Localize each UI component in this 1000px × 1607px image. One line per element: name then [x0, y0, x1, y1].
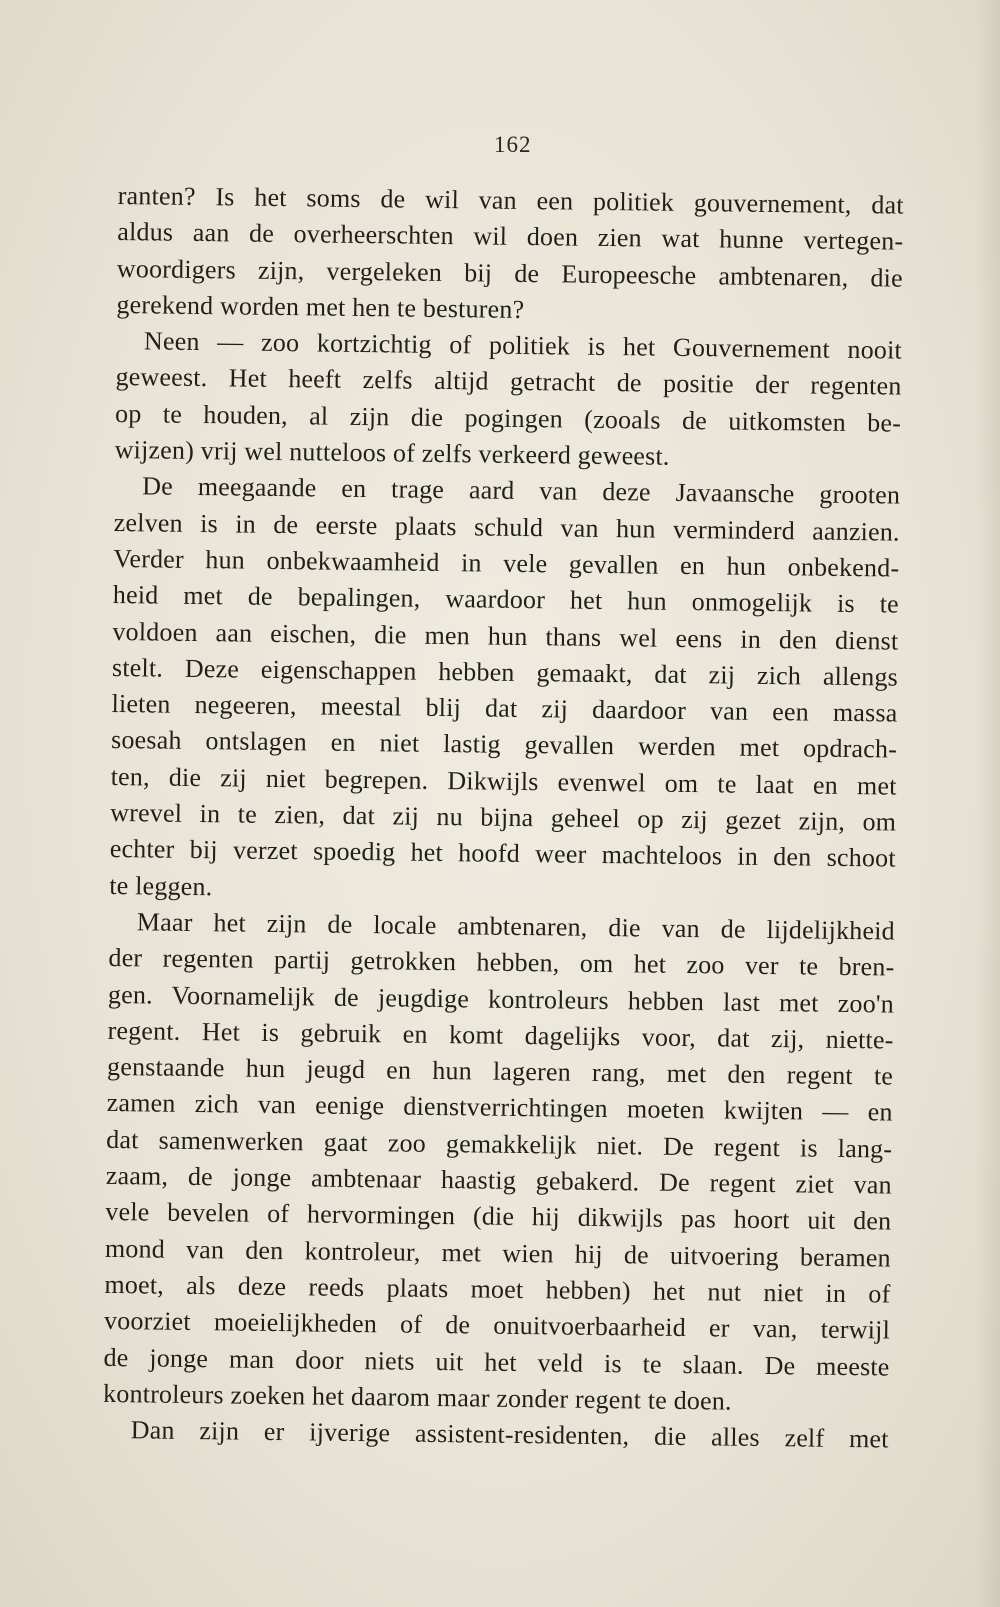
- text-line: Neen — zoo kortzichtig of politiek is het Gouvernement nooit: [143, 326, 903, 365]
- text-line: mond van den kontroleur, met wien hij de uitvoering beramen: [104, 1233, 892, 1273]
- text-line: De meegaande en trage aard van deze Javaansche grooten: [142, 471, 901, 510]
- text-line: dat samenwerken gaat zoo gemakkelijk niet. De regent is lang-: [106, 1124, 893, 1164]
- text-line: wrevel in te zien, dat zij nu bijna geheel op zij gezet zijn, om: [110, 798, 897, 837]
- text-line: woordigers zijn, vergeleken bij de Europeesche ambtenaren, die: [116, 253, 904, 293]
- body-text: [102, 178, 903, 1458]
- text-line: voldoen aan eischen, die men hun thans wel eens in den dienst: [112, 616, 899, 656]
- text-line: aldus aan de overheerschten wil doen zien wat hunne vertegen-: [117, 217, 904, 256]
- text-line: heid met de bepalingen, waardoor het hun onmogelijk is te: [112, 580, 900, 619]
- text-line: Dan zijn er ijverige assistent-residenten, die alles zelf met: [130, 1415, 889, 1454]
- page-edge-shadow: [976, 0, 1000, 1607]
- text-line: regent. Het is gebruik en komt dagelijks voor, dat zij, niette-: [107, 1015, 894, 1055]
- text-line: wijzen) vrij wel nutteloos of zelfs verkeerd geweest.: [114, 435, 670, 471]
- text-line: zaam, de jonge ambtenaar haastig gebakerd. De regent ziet van: [105, 1160, 892, 1200]
- text-line: Maar het zijn de locale ambtenaren, die van de lijdelijkheid: [136, 907, 896, 946]
- text-line: zamen zich van eenige dienstverrichtingen moeten kwijten — en: [106, 1088, 893, 1127]
- text-line: zelven is in de eerste plaats schuld van hun verminderd aanzien.: [113, 507, 900, 547]
- text-line: genstaande hun jeugd en hun lageren rang, met den regent te: [106, 1052, 894, 1091]
- text-line: soesah ontslagen en niet lastig gevallen werden met opdrach-: [110, 725, 898, 765]
- text-line: kontroleurs zoeken het daarom maar zonder regent te doen.: [102, 1378, 732, 1416]
- text-line: te leggen.: [109, 870, 213, 901]
- text-line: stelt. Deze eigenschappen hebben gemaakt, dat zij zich allengs: [111, 652, 899, 692]
- text-line: moet, als deze reeds plaats moet hebben) het nut niet in of: [104, 1269, 891, 1309]
- text-line: gen. Voornamelijk de jeugdige kontroleurs hebben last met zoo'n: [107, 979, 895, 1019]
- text-line: op te houden, al zijn die pogingen (zooals de uitkomsten be-: [114, 398, 902, 438]
- text-line: Verder hun onbekwaamheid in vele gevallen en hun onbekend-: [113, 543, 900, 583]
- text-line: lieten negeeren, meestal blij dat zij daardoor van een massa: [111, 689, 898, 728]
- text-line: ranten? Is het soms de wil van een politiek gouvernement, dat: [117, 180, 904, 220]
- text-line: geweest. Het heeft zelfs altijd getracht de positie der regenten: [115, 362, 902, 402]
- text-line: voorziet moeielijkheden of de onuitvoerbaarheid er van, terwijl: [103, 1306, 891, 1345]
- text-line: vele bevelen of hervormingen (die hij dikwijls pas hoort uit den: [105, 1197, 892, 1236]
- text-line: der regenten partij getrokken hebben, om het zoo ver te bren-: [108, 943, 895, 982]
- text-line: echter bij verzet spoedig het hoofd weer machteloos in den schoot: [109, 834, 896, 873]
- text-line: de jonge man door niets uit het veld is te slaan. De meeste: [103, 1342, 890, 1382]
- page-number: 162: [494, 132, 532, 157]
- text-line: ten, die zij niet begrepen. Dikwijls evenwel om te laat en met: [110, 761, 897, 801]
- text-line: gerekend worden met hen te besturen?: [116, 289, 525, 324]
